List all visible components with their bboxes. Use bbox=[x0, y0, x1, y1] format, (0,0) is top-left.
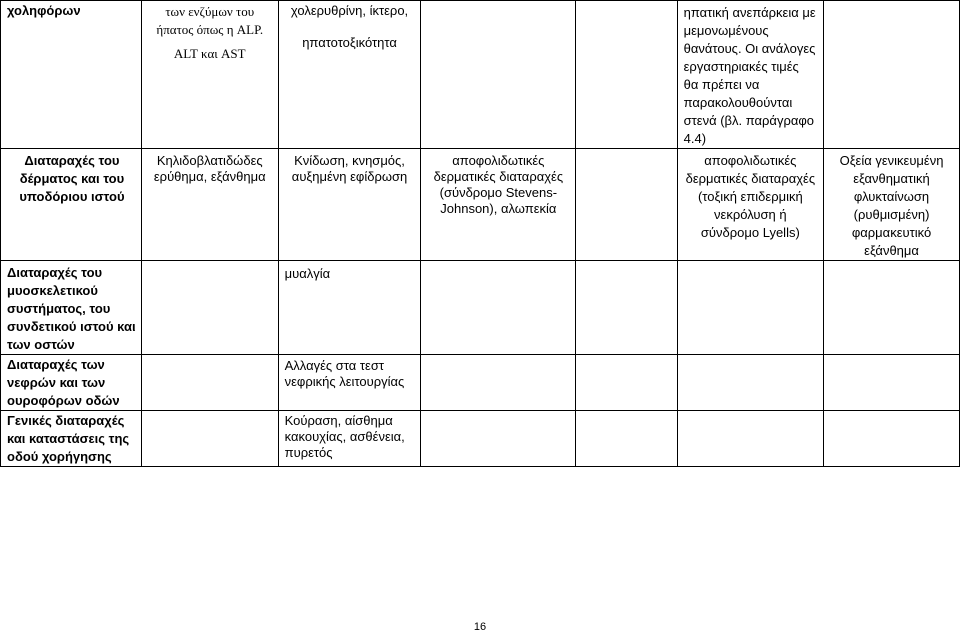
table-row bbox=[1, 261, 960, 355]
frequency-cell bbox=[677, 261, 823, 355]
frequency-cell bbox=[677, 1, 823, 149]
organ-class-cell bbox=[1, 411, 142, 467]
frequency-cell bbox=[421, 1, 576, 149]
frequency-cell bbox=[421, 149, 576, 261]
frequency-cell bbox=[824, 149, 960, 261]
frequency-cell bbox=[576, 411, 677, 467]
frequency-cell bbox=[278, 355, 421, 411]
frequency-cell bbox=[141, 411, 278, 467]
cell-text: των ενζύμων του ήπατος όπως η ALP. bbox=[156, 4, 264, 37]
cell-text: αποφολιδωτικές δερματικές διαταραχές (σύνδρομο Stevens-Johnson), αλωπεκία bbox=[433, 153, 564, 216]
frequency-cell bbox=[576, 261, 677, 355]
cell-text: Κνίδωση, κνησμός, αυξημένη εφίδρωση bbox=[291, 153, 408, 184]
cell-text: Κούραση, αίσθημα κακουχίας, ασθένεια, πυρετός bbox=[284, 413, 405, 460]
frequency-cell bbox=[141, 355, 278, 411]
cell-text: Οξεία γενικευμένη εξανθηματική φλυκταίνωση (ρυθμισμένη) φαρμακευτικό εξάνθημα bbox=[839, 153, 944, 258]
frequency-cell bbox=[824, 1, 960, 149]
frequency-cell bbox=[421, 355, 576, 411]
frequency-cell bbox=[576, 1, 677, 149]
frequency-cell bbox=[278, 261, 421, 355]
table-row bbox=[1, 1, 960, 149]
cell-text: Αλλαγές στα τεστ νεφρικής λειτουργίας bbox=[284, 358, 405, 389]
organ-class-label: Διαταραχές του μυοσκελετικού συστήματος, του συνδετικού ιστού και των οστών bbox=[7, 265, 136, 352]
frequency-cell bbox=[677, 355, 823, 411]
frequency-cell bbox=[278, 149, 421, 261]
table-row bbox=[1, 411, 960, 467]
frequency-cell bbox=[576, 355, 677, 411]
cell-text: χολερυθρίνη, ίκτερο, bbox=[290, 3, 409, 18]
frequency-cell bbox=[824, 355, 960, 411]
frequency-cell bbox=[677, 411, 823, 467]
frequency-cell bbox=[824, 411, 960, 467]
organ-class-label: Γενικές διαταραχές και καταστάσεις της οδού χορήγησης bbox=[7, 413, 130, 464]
organ-class-cell bbox=[1, 149, 142, 261]
table-row bbox=[1, 149, 960, 261]
organ-class-cell bbox=[1, 355, 142, 411]
organ-class-cell bbox=[1, 1, 142, 149]
frequency-cell bbox=[824, 261, 960, 355]
frequency-cell bbox=[421, 261, 576, 355]
frequency-cell bbox=[141, 149, 278, 261]
frequency-cell bbox=[141, 1, 278, 149]
table-row bbox=[1, 355, 960, 411]
frequency-cell bbox=[278, 1, 421, 149]
frequency-cell bbox=[278, 411, 421, 467]
organ-class-cell bbox=[1, 261, 142, 355]
frequency-cell bbox=[421, 411, 576, 467]
frequency-cell bbox=[677, 149, 823, 261]
page-number: 16 bbox=[473, 621, 487, 633]
frequency-cell bbox=[141, 261, 278, 355]
organ-class-label: Διαταραχές του δέρματος και του υποδόριου ιστού bbox=[19, 153, 125, 204]
organ-class-label: χοληφόρων bbox=[7, 3, 81, 18]
cell-text: ηπατική ανεπάρκεια με μεμονωμένους θανάτους. Οι ανάλογες εργαστηριακές τιμές θα πρέπει να παρακολουθούνται στενά (βλ. παράγραφο 4.4) bbox=[683, 5, 816, 146]
cell-text: Κηλιδοβλατιδώδες ερύθημα, εξάνθημα bbox=[153, 153, 266, 184]
cell-text: αποφολιδωτικές δερματικές διαταραχές (τοξική επιδερμική νεκρόλυση ή σύνδρομο Lyells) bbox=[685, 153, 816, 240]
cell-text: ALT και AST bbox=[173, 46, 246, 61]
frequency-cell bbox=[576, 149, 677, 261]
cell-text: ηπατοτοξικότητα bbox=[302, 35, 397, 50]
organ-class-label: Διαταραχές των νεφρών και των ουροφόρων οδών bbox=[7, 357, 120, 408]
cell-text: μυαλγία bbox=[284, 266, 331, 281]
